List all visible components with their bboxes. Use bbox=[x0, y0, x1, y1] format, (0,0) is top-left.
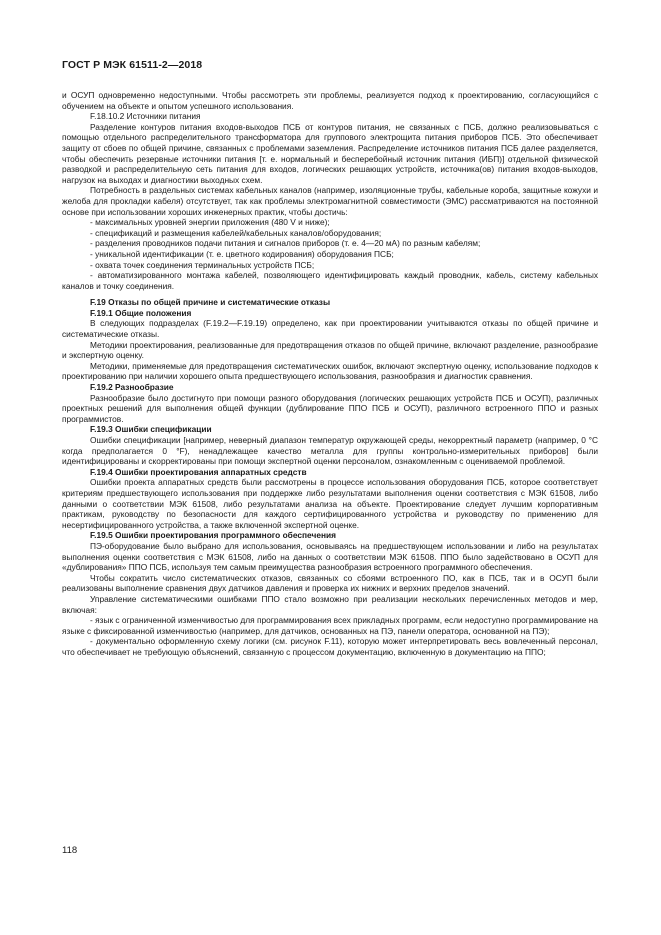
section-heading: F.19.2 Разнообразие bbox=[90, 382, 174, 393]
paragraph: Методики, применяемые для предотвращения систематических ошибок, включают экспертную оценку, использование подходов к проектированию при наличии хорошего опыта предшествующего использования, разнообразия и диагностик сравнения. bbox=[62, 360, 598, 382]
paragraph: - максимальных уровней энергии приложения (480 V и ниже); bbox=[90, 217, 330, 228]
paragraph: Управление систематическими ошибками ППО стало возможно при реализации нескольких перечисленных методов и мер, включая: bbox=[62, 593, 598, 615]
paragraph: - охвата точек соединения терминальных устройств ПСБ; bbox=[90, 259, 315, 270]
paragraph: ПЭ-оборудование было выбрано для использования, основываясь на предшествующем использовании и либо на результатах выполнения оценки соответствия с МЭК 61508, либо на данных о соответствии МЭК 61508. ППО было задействовано в ОСУП для «дублирования» ППО ПСБ, используя тем самым преимущества разнообразия встроенного программного обеспечения. bbox=[62, 540, 598, 573]
section-heading: F.19.3 Ошибки спецификации bbox=[90, 424, 212, 435]
page-header: ГОСТ Р МЭК 61511-2—2018 bbox=[62, 59, 203, 71]
paragraph: Ошибки спецификации [например, неверный диапазон температур окружающей среды, некорректный параметр (например, 0 °С когда предполагается 0 °F), ненадлежащее качество металла для группы контрольно-измерительных приборов] были идентифицированы и скорректированы при помощи экспертной оценки персоналом, ознакомленным с оцениваемой проблемой. bbox=[62, 435, 598, 467]
paragraph: - язык с ограниченной изменчивостью для программирования всех прикладных программ, если недоступно программирование на языке с фиксированной изменчивостью (например, для датчиков, основанных на ПЭ, панели оператора, основанной на ПЭ); bbox=[62, 615, 598, 636]
paragraph: - автоматизированного монтажа кабелей, позволяющего идентифицировать каждый проводник, кабель, систему кабельных каналов и точку соединения. bbox=[62, 270, 598, 291]
section-heading: F.19.4 Ошибки проектирования аппаратных средств bbox=[90, 466, 307, 477]
paragraph: - разделения проводников подачи питания и сигналов приборов (т. е. 4—20 мА) по разным кабелям; bbox=[90, 238, 481, 249]
section-heading: F.19.1 Общие положения bbox=[90, 307, 192, 318]
paragraph: - документально оформленную схему логики (см. рисунок F.11), которую может интерпретировать весь вовлеченный персонал, что обеспечивает не требующую объяснений, связанную с процессом документацию, включенную в документацию на ППО; bbox=[62, 636, 598, 657]
paragraph: Чтобы сократить число систематических отказов, связанных со сбоями встроенного ПО, как в ПСБ, так и в ОСУП были реализованы выполнение сравнения двух датчиков давления и проверка их нижних и верхних пределов значений. bbox=[62, 572, 598, 594]
paragraph: В следующих подразделах (F.19.2—F.19.19) определено, как при проектировании учитываются отказы по общей причине и систематические отказы. bbox=[62, 318, 598, 340]
paragraph: Разнообразие было достигнуто при помощи разного оборудования (логических решающих устройств ПСБ и ОСУП), различных проектных решений для выполнения общей функции (дублирование ППО ПСБ и ОСУП), различного встроенного ППО и разных программистов. bbox=[62, 392, 598, 424]
page-number: 118 bbox=[62, 845, 78, 856]
paragraph: и ОСУП одновременно недоступными. Чтобы рассмотреть эти проблемы, реализуется подход к проектированию, согласующийся с обучением на объекте и опытом успешного использования. bbox=[62, 90, 598, 111]
document-body bbox=[62, 90, 598, 657]
paragraph: - спецификаций и размещения кабелей/кабельных каналов/оборудования; bbox=[90, 227, 382, 238]
paragraph: Потребность в раздельных системах кабельных каналов (например, изоляционные трубы, кабельные короба, защитные кожухи и желоба для прокладки кабеля) отсутствует, так как проблемы электромагнитной совместимости (ЭМС) рассматриваются на постоянной основе при использовании хороших инженерных практик, чтобы достичь: bbox=[62, 185, 598, 217]
section-heading: F.19.5 Ошибки проектирования программного обеспечения bbox=[90, 530, 336, 541]
section-heading: F.19 Отказы по общей причине и систематические отказы bbox=[90, 297, 331, 308]
paragraph: Разделение контуров питания входов-выходов ПСБ от контуров питания, не связанных с ПСБ, должно реализовываться с помощью отдельного распределительного трансформатора для группового электрощита питания приборов ПСБ. Это обеспечивает защиту от сбоев по общей причине, связанных с проблемами заземления. Распределение источников питания ПСБ далее разделяется, чтобы обеспечить резервные источники питания [т. е. нормальный и бесперебойный источник питания (ИБП)] отдельной физической разводкой и распределительную сеть питания для входов, логических решающих устройств, источника(ов) питания входов-выходов, нагрузок на выходах и диагностики выходных схем. bbox=[62, 121, 598, 185]
paragraph: - уникальной идентификации (т. е. цветного кодирования) оборудования ПСБ; bbox=[90, 248, 394, 259]
paragraph: Ошибки проекта аппаратных средств были рассмотрены в процессе использования оборудования ПСБ, которое соответствует критериям предшествующего использования при поддержке либо результатами выполнения оценки соответствия с МЭК 61508, либо данными о соответствии МЭК 61508, либо результатами анализа на объекте. Проектирование следует лучшим корпоративным практикам, руководству по безопасности для каждого сертифицированного устройства и руководству по применению для несертифицированного устройства, а также включенной экспертной оценке. bbox=[62, 477, 598, 530]
paragraph: Методики проектирования, реализованные для предотвращения отказов по общей причине, включают разделение, разнообразие и экспертную оценку. bbox=[62, 339, 598, 361]
subsection-heading: F.18.10.2 Источники питания bbox=[90, 111, 201, 122]
